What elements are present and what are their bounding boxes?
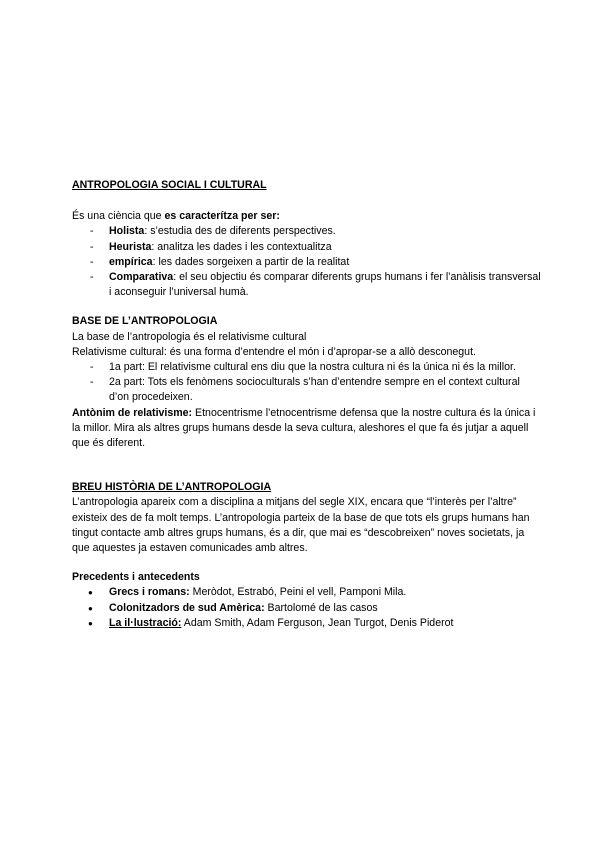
paragraph: L’antropologia apareix com a disciplina a mitjans del segle XIX, encara que “l’interès per l’altre” existeix des de fa molt temps. L’antropologia parteix de la base de que tots els grups humans han tingut contacte amb altres grups humans, és a dir, que mai es “descobreixen” noves societats, ja que aquestes ja estaven comunicades amb altres. <box>72 496 530 555</box>
list-item <box>72 240 542 255</box>
page-title: ANTROPOLOGIA SOCIAL I CULTURAL <box>72 179 267 191</box>
intro-lead: És una ciència que <box>72 210 165 223</box>
term-text: : les dades sorgeixen a partir de la realitat <box>152 255 350 268</box>
list-item <box>72 585 542 600</box>
precedents-list <box>72 585 542 631</box>
term-text: : analitza les dades i les contextualitza <box>151 240 332 253</box>
list-item <box>72 255 542 270</box>
intro-bold: es caracterítza per ser: <box>164 210 280 223</box>
intro-line <box>72 209 542 224</box>
term: empírica <box>109 255 153 268</box>
precedent-text: Bartolomé de las casos <box>264 601 378 614</box>
list-item: - 2a part: Tots els fenòmens socioculturals s’han d’entendre sempre en el context cultural d’on procedeixen. <box>72 375 542 405</box>
list-item <box>72 224 542 239</box>
section-heading-base: BASE DE L’ANTROPOLOGIA <box>72 315 218 328</box>
section-heading-history: BREU HISTÒRIA DE L’ANTROPOLOGIA <box>72 481 272 494</box>
paragraph: Relativisme cultural: és una forma d’entendre el món i d’apropar-se a allò desconegut. <box>72 345 476 358</box>
precedent-label: Colonitzadors de sud Amèrica: <box>109 601 265 614</box>
antonym-paragraph <box>72 406 542 452</box>
list-item <box>72 601 542 616</box>
precedent-text: Meròdot, Estrabó, Peini el vell, Pamponi Mila. <box>189 586 407 599</box>
list-item <box>72 616 542 631</box>
precedent-label: Grecs i romans: <box>109 586 190 599</box>
term-text: : el seu objectiu és comparar diferents grups humans i fer l’anàlisis transversal i aconseguir l’universal humà. <box>109 271 541 299</box>
list-item: - 1a part: El relativisme cultural ens diu que la nostra cultura ni és la única ni és la millor. <box>72 360 542 375</box>
term: Holista <box>109 225 145 238</box>
precedent-label: La il·lustració: <box>109 616 182 629</box>
term: Comparativa <box>109 271 174 284</box>
antonym-text: Etnocentrisme l’etnocentrisme defensa que la nostre cultura és la única i la millor. Mira als altres grups humans desde la seva cultura, aleshores el que fa és jutjar a aquell que és diferent. <box>72 406 536 450</box>
subheading-precedents: Precedents i antecedents <box>72 571 200 584</box>
document-page <box>72 178 542 631</box>
parts-list <box>72 360 542 406</box>
paragraph: La base de l’antropologia és el relativisme cultural <box>72 330 307 343</box>
term-text: : s’estudia des de diferents perspectives. <box>144 225 336 238</box>
term: Heurista <box>109 240 152 253</box>
characteristics-list <box>72 224 542 300</box>
list-item <box>72 270 542 300</box>
precedent-text: Adam Smith, Adam Ferguson, Jean Turgot, Denis Piderot <box>181 616 454 629</box>
antonym-label: Antònim de relativisme: <box>72 406 193 419</box>
